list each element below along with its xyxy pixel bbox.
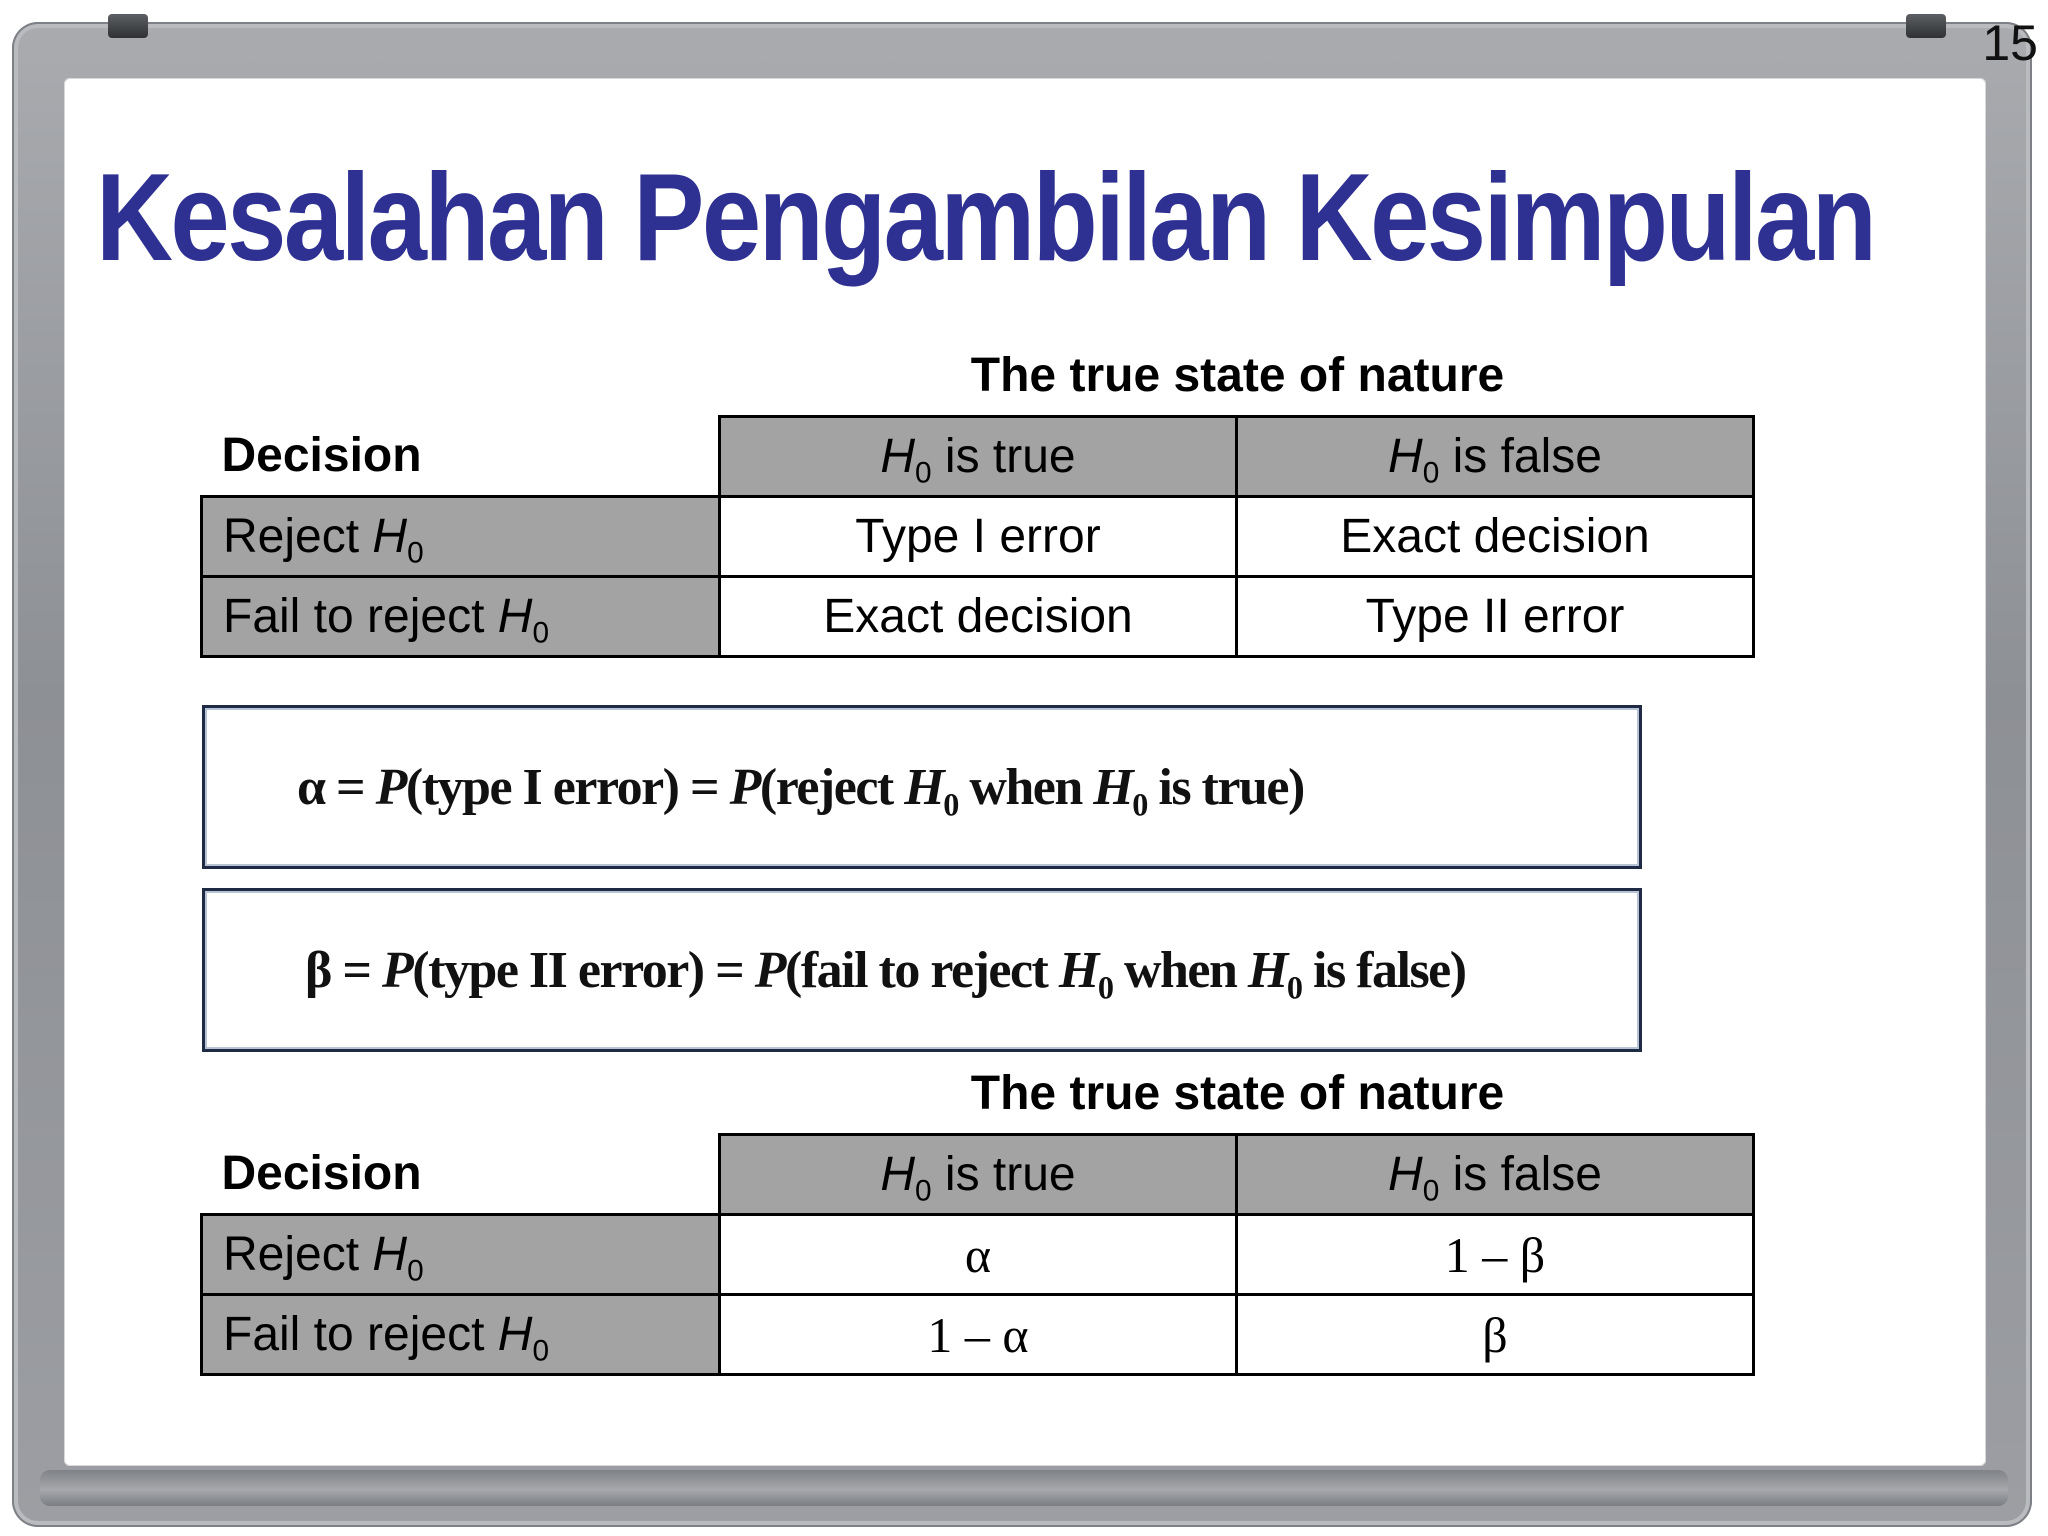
header-h0-false: $H_0$ is false <box>1237 417 1754 497</box>
table-row <box>202 1135 1754 1215</box>
cell-fail-false: β <box>1237 1295 1754 1375</box>
decision-header: Decision <box>221 1147 422 1201</box>
board-clip-right <box>1906 14 1946 38</box>
whiteboard-tray <box>40 1470 2008 1506</box>
table-row <box>202 1295 1754 1375</box>
formula-beta <box>202 888 1642 1052</box>
cell-reject-true: Type I error <box>720 497 1237 577</box>
row-label-reject: Reject $H_0$ <box>202 1215 720 1295</box>
formula-beta-text: β = P(type II error) = P(fail to reject $H_0$ when $H_0$ is false) <box>305 941 1466 1005</box>
row-label-fail: Fail to reject $H_0$ <box>202 1295 720 1375</box>
row-label-fail: Fail to reject $H_0$ <box>202 577 720 657</box>
decision-table-probabilities <box>200 1133 1755 1376</box>
formula-alpha-text: α = P(type I error) = P(reject $H_0$ when $H_0$ is true) <box>297 758 1304 822</box>
header-h0-true: $H_0$ is true <box>720 417 1237 497</box>
table2-caption: The true state of nature <box>970 1067 1505 1120</box>
board-clip-left <box>108 14 148 38</box>
cell-reject-true: α <box>720 1215 1237 1295</box>
cell-reject-false: Exact decision <box>1237 497 1754 577</box>
cell-reject-false: 1 – β <box>1237 1215 1754 1295</box>
formula-alpha <box>202 705 1642 869</box>
table-row <box>202 577 1754 657</box>
slide-title: Kesalahan Pengambilan Kesimpulan <box>96 149 1875 287</box>
table-row <box>202 417 1754 497</box>
decision-table-errors <box>200 415 1755 658</box>
row-label-reject: Reject $H_0$ <box>202 497 720 577</box>
header-h0-false: $H_0$ is false <box>1237 1135 1754 1215</box>
cell-fail-true: Exact decision <box>720 577 1237 657</box>
slide-number: 15 <box>1982 15 2038 71</box>
cell-fail-true: 1 – α <box>720 1295 1237 1375</box>
header-h0-true: $H_0$ is true <box>720 1135 1237 1215</box>
table-row <box>202 497 1754 577</box>
table1-caption: The true state of nature <box>970 349 1505 402</box>
decision-header: Decision <box>221 429 422 483</box>
table-row <box>202 1215 1754 1295</box>
cell-fail-false: Type II error <box>1237 577 1754 657</box>
